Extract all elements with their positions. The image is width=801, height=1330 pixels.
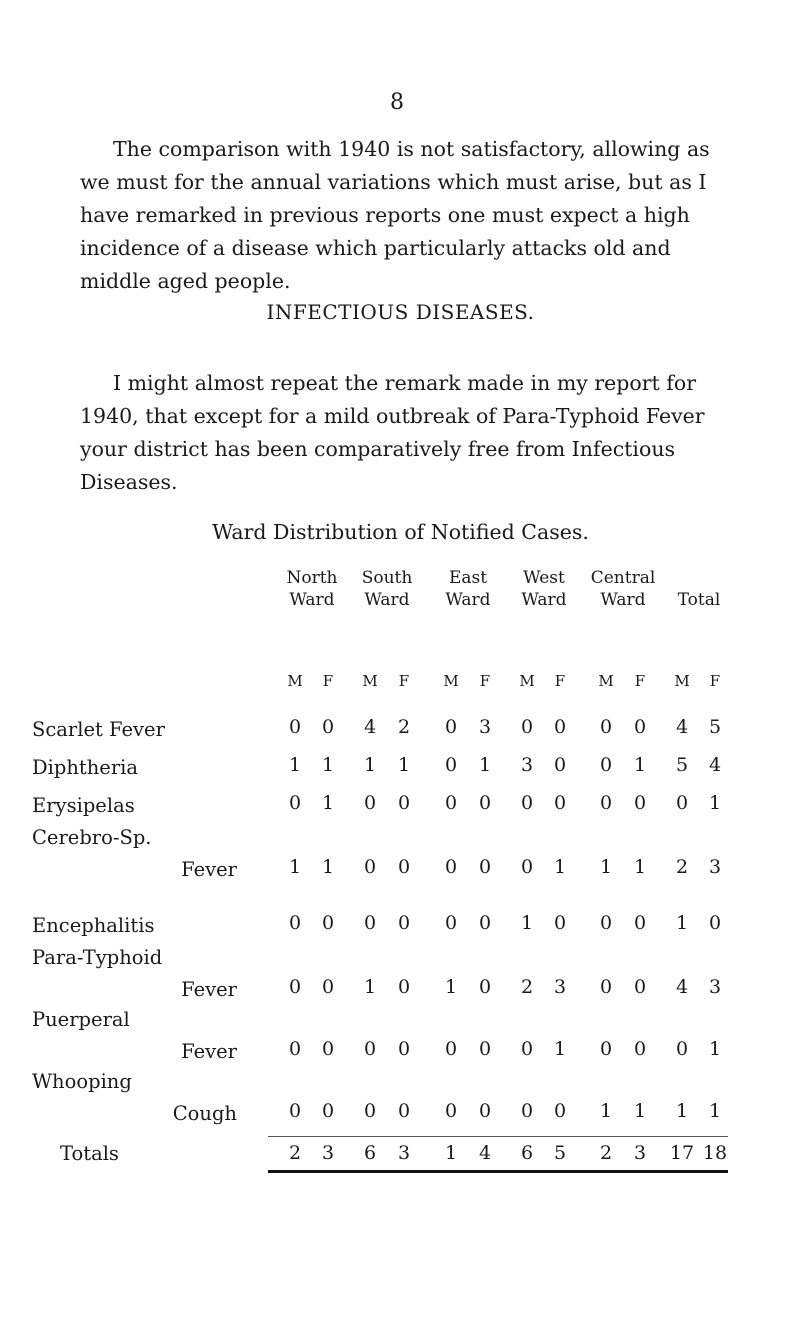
table-cell: 1: [675, 912, 689, 934]
table-cell: 1: [288, 754, 302, 776]
column-group-header: [342, 567, 432, 611]
table-cell: 0: [599, 716, 613, 738]
table-cell: 0: [633, 792, 647, 814]
row-label: Scarlet Fever: [32, 718, 165, 741]
table-cell: 3: [708, 976, 722, 998]
table-cell: 3: [553, 976, 567, 998]
column-group-line2: Ward: [445, 590, 491, 610]
totals-cell: 2: [599, 1142, 613, 1164]
sex-header-m: M: [287, 672, 303, 690]
table-cell: 0: [288, 976, 302, 998]
table-cell: 0: [444, 1100, 458, 1122]
totals-cell: 4: [478, 1142, 492, 1164]
table-cell: 4: [675, 976, 689, 998]
table-cell: 0: [321, 716, 335, 738]
sex-header-m: M: [598, 672, 614, 690]
row-label-line2: Fever: [181, 858, 237, 881]
table-title: Ward Distribution of Notified Cases.: [212, 520, 589, 544]
infectious-diseases-paragraph: I might almost repeat the remark made in my report for 1940, that except for a mild outbreak of Para-Typhoid Fever your district has been comparatively free from Infectious Diseases.: [80, 371, 705, 494]
table-cell: 1: [321, 754, 335, 776]
table-cell: 0: [520, 856, 534, 878]
sex-header-f: F: [398, 672, 410, 690]
sex-header-f: F: [322, 672, 334, 690]
totals-cell: 3: [397, 1142, 411, 1164]
table-cell: 1: [708, 792, 722, 814]
totals-label: Totals: [60, 1142, 119, 1165]
table-cell: 1: [363, 754, 377, 776]
totals-cell: 18: [702, 1142, 728, 1164]
table-cell: 0: [675, 1038, 689, 1060]
table-cell: 1: [599, 856, 613, 878]
sex-header-m: M: [362, 672, 378, 690]
column-group-line2: Ward: [600, 590, 646, 610]
table-cell: 0: [520, 1038, 534, 1060]
row-label: [32, 824, 237, 884]
column-group-line1: Central: [590, 568, 656, 588]
intro-paragraph: The comparison with 1940 is not satisfactory, allowing as we must for the annual variations which must arise, but as I have remarked in previous reports one must expect a high incidence of a disease which particularly attacks old and middle aged people.: [80, 137, 710, 293]
table-cell: 2: [520, 976, 534, 998]
column-group-header: [499, 567, 589, 611]
table-cell: 0: [288, 1100, 302, 1122]
table-cell: 1: [553, 856, 567, 878]
table-cell: 0: [363, 1100, 377, 1122]
table-cell: 0: [553, 1100, 567, 1122]
table-cell: 4: [363, 716, 377, 738]
table-cell: 0: [553, 792, 567, 814]
table-cell: 1: [321, 792, 335, 814]
table-cell: 0: [397, 912, 411, 934]
column-group-header: [654, 567, 744, 611]
table-cell: 0: [321, 976, 335, 998]
table-cell: 1: [520, 912, 534, 934]
table-cell: 0: [288, 1038, 302, 1060]
table-cell: 1: [599, 1100, 613, 1122]
table-cell: 0: [363, 1038, 377, 1060]
column-group-line1: East: [448, 568, 488, 588]
table-cell: 0: [553, 754, 567, 776]
table-cell: 0: [288, 912, 302, 934]
table-cell: 1: [675, 1100, 689, 1122]
totals-cell: 6: [520, 1142, 534, 1164]
row-label-line1: Para-Typhoid: [32, 946, 163, 969]
table-cell: 1: [633, 856, 647, 878]
column-group-line1: South: [361, 568, 413, 588]
table-cell: 1: [397, 754, 411, 776]
row-label-line1: Puerperal: [32, 1008, 130, 1031]
row-label: [32, 1006, 237, 1066]
table-cell: 0: [599, 792, 613, 814]
row-label: Diphtheria: [32, 756, 139, 779]
row-label-line1: Cerebro-Sp.: [32, 826, 152, 849]
totals-bottom-rule: [268, 1170, 728, 1173]
table-cell: 1: [363, 976, 377, 998]
section-heading: INFECTIOUS DISEASES.: [266, 300, 535, 324]
table-cell: 0: [708, 912, 722, 934]
row-label: [32, 1068, 237, 1128]
sex-header-f: F: [479, 672, 491, 690]
table-cell: 0: [478, 1038, 492, 1060]
page-number: 8: [390, 90, 404, 115]
sex-header-m: M: [519, 672, 535, 690]
table-cell: 0: [520, 716, 534, 738]
sex-header-f: F: [554, 672, 566, 690]
table-cell: 0: [397, 856, 411, 878]
table-cell: 0: [599, 754, 613, 776]
sex-header-m: M: [443, 672, 459, 690]
totals-cell: 2: [288, 1142, 302, 1164]
table-cell: 0: [520, 792, 534, 814]
totals-cell: 17: [669, 1142, 695, 1164]
table-cell: 0: [288, 792, 302, 814]
table-cell: 0: [478, 1100, 492, 1122]
table-cell: 0: [363, 912, 377, 934]
table-cell: 0: [478, 792, 492, 814]
table-cell: 0: [599, 976, 613, 998]
table-cell: 0: [444, 792, 458, 814]
table-cell: 1: [633, 754, 647, 776]
table-cell: 0: [553, 716, 567, 738]
sex-header-f: F: [709, 672, 721, 690]
table-cell: 2: [397, 716, 411, 738]
totals-cell: 3: [321, 1142, 335, 1164]
table-cell: 0: [444, 754, 458, 776]
column-group-line2: Ward: [289, 590, 335, 610]
totals-top-rule: [268, 1136, 728, 1137]
table-cell: 0: [633, 1038, 647, 1060]
table-cell: 0: [444, 716, 458, 738]
table-cell: 1: [708, 1038, 722, 1060]
row-label-line1: Whooping: [32, 1070, 132, 1093]
table-cell: 1: [321, 856, 335, 878]
table-cell: 1: [708, 1100, 722, 1122]
table-cell: 0: [397, 792, 411, 814]
row-label: Encephalitis: [32, 914, 155, 937]
table-cell: 0: [321, 912, 335, 934]
table-cell: 0: [599, 912, 613, 934]
table-cell: 0: [321, 1038, 335, 1060]
table-cell: 0: [363, 792, 377, 814]
table-cell: 0: [478, 912, 492, 934]
column-group-line2: Ward: [364, 590, 410, 610]
table-cell: 5: [708, 716, 722, 738]
sex-header-m: M: [674, 672, 690, 690]
table-cell: 3: [708, 856, 722, 878]
column-group-line2: Ward: [521, 590, 567, 610]
column-group-line1: North: [286, 568, 338, 588]
table-cell: 1: [478, 754, 492, 776]
column-group-line2: Total: [677, 590, 721, 610]
totals-cell: 3: [633, 1142, 647, 1164]
table-cell: 0: [478, 856, 492, 878]
row-label-line2: Cough: [172, 1102, 237, 1125]
sex-header-f: F: [634, 672, 646, 690]
table-cell: 0: [397, 1100, 411, 1122]
row-label-line2: Fever: [181, 978, 237, 1001]
table-cell: 0: [444, 856, 458, 878]
table-cell: 0: [553, 912, 567, 934]
table-cell: 5: [675, 754, 689, 776]
table-cell: 0: [633, 912, 647, 934]
column-group-line1: West: [523, 568, 565, 588]
table-cell: 0: [444, 912, 458, 934]
totals-cell: 5: [553, 1142, 567, 1164]
totals-cell: 6: [363, 1142, 377, 1164]
table-cell: 0: [599, 1038, 613, 1060]
table-cell: 0: [363, 856, 377, 878]
row-label-line2: Fever: [181, 1040, 237, 1063]
table-cell: 1: [444, 976, 458, 998]
table-cell: 0: [397, 976, 411, 998]
row-label: Erysipelas: [32, 794, 135, 817]
table-cell: 0: [633, 976, 647, 998]
table-cell: 1: [288, 856, 302, 878]
table-cell: 0: [520, 1100, 534, 1122]
table-cell: 3: [520, 754, 534, 776]
table-cell: 0: [478, 976, 492, 998]
table-cell: 0: [397, 1038, 411, 1060]
table-cell: 3: [478, 716, 492, 738]
table-cell: 1: [553, 1038, 567, 1060]
table-cell: 2: [675, 856, 689, 878]
table-cell: 0: [444, 1038, 458, 1060]
table-cell: 1: [633, 1100, 647, 1122]
table-cell: 4: [675, 716, 689, 738]
table-cell: 4: [708, 754, 722, 776]
table-cell: 0: [321, 1100, 335, 1122]
table-cell: 0: [288, 716, 302, 738]
column-group-line1: [654, 567, 744, 589]
row-label: [32, 944, 237, 1004]
table-cell: 0: [633, 716, 647, 738]
totals-cell: 1: [444, 1142, 458, 1164]
table-cell: 0: [675, 792, 689, 814]
